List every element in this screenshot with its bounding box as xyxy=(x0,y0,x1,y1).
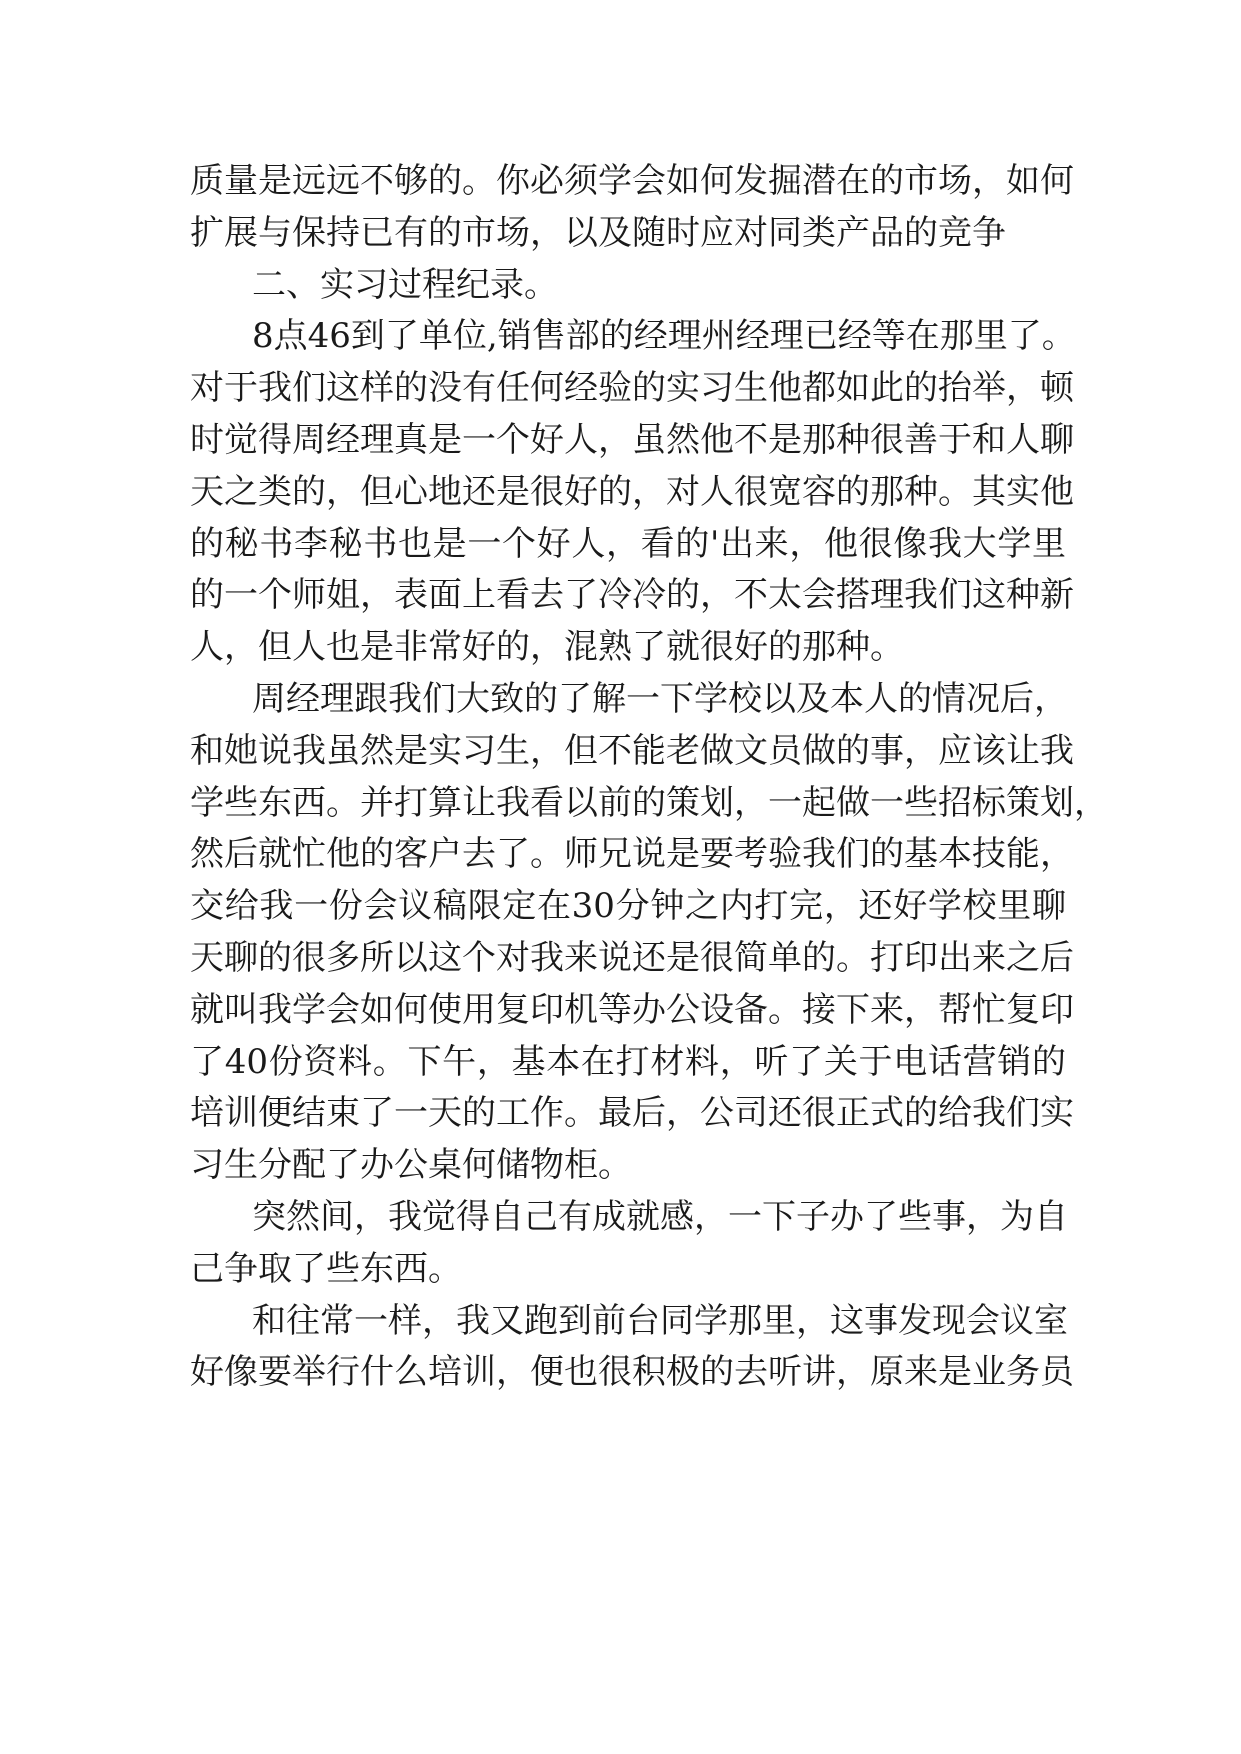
paragraph-line: 的一个师姐，表面上看去了冷冷的，不太会搭理我们这种新 xyxy=(190,575,1074,616)
paragraph-line: 了40份资料。下午，基本在打材料，听了关于电话营销的 xyxy=(190,1041,1066,1082)
document-body xyxy=(190,156,1108,1399)
paragraph-line: 和往常一样，我又跑到前台同学那里，这事发现会议室 xyxy=(252,1300,1068,1341)
paragraph-line: 8点46到了单位,销售部的经理州经理已经等在那里了。 xyxy=(252,316,1076,357)
paragraph-line: 培训便结束了一天的工作。最后，公司还很正式的给我们实 xyxy=(190,1093,1074,1134)
paragraph-line: 己争取了些东西。 xyxy=(190,1248,462,1289)
section-heading: 二、实习过程纪录。 xyxy=(252,264,558,305)
paragraph-line: 和她说我虽然是实习生，但不能老做文员做的事，应该让我 xyxy=(190,730,1074,771)
paragraph-line: 的秘书李秘书也是一个好人，看的'出来，他很像我大学里 xyxy=(190,523,1066,564)
paragraph-line: 交给我一份会议稿限定在30分钟之内打完，还好学校里聊 xyxy=(190,886,1066,927)
paragraph-line: 然后就忙他的客户去了。师兄说是要考验我们的基本技能， xyxy=(190,834,1074,875)
paragraph-line: 对于我们这样的没有任何经验的实习生他都如此的抬举，顿 xyxy=(190,368,1074,409)
paragraph-line: 就叫我学会如何使用复印机等办公设备。接下来，帮忙复印 xyxy=(190,989,1074,1030)
paragraph-line: 好像要举行什么培训，便也很积极的去听讲，原来是业务员 xyxy=(190,1352,1074,1393)
paragraph-line: 扩展与保持已有的市场，以及随时应对同类产品的竞争 xyxy=(190,212,1006,253)
paragraph-line: 天之类的，但心地还是很好的，对人很宽容的那种。其实他 xyxy=(190,471,1074,512)
paragraph-line: 质量是远远不够的。你必须学会如何发掘潜在的市场，如何 xyxy=(190,161,1074,201)
paragraph-line: 时觉得周经理真是一个好人，虽然他不是那种很善于和人聊 xyxy=(190,419,1074,460)
paragraph-line: 学些东西。并打算让我看以前的策划，一起做一些招标策划， xyxy=(190,782,1108,823)
paragraph-line: 人，但人也是非常好的，混熟了就很好的那种。 xyxy=(190,627,904,668)
paragraph-line: 习生分配了办公桌何储物柜。 xyxy=(190,1145,632,1186)
paragraph-line: 天聊的很多所以这个对我来说还是很简单的。打印出来之后 xyxy=(190,937,1074,978)
paragraph-line: 周经理跟我们大致的了解一下学校以及本人的情况后， xyxy=(252,678,1068,719)
paragraph-line: 突然间，我觉得自己有成就感，一下子办了些事，为自 xyxy=(252,1196,1068,1237)
